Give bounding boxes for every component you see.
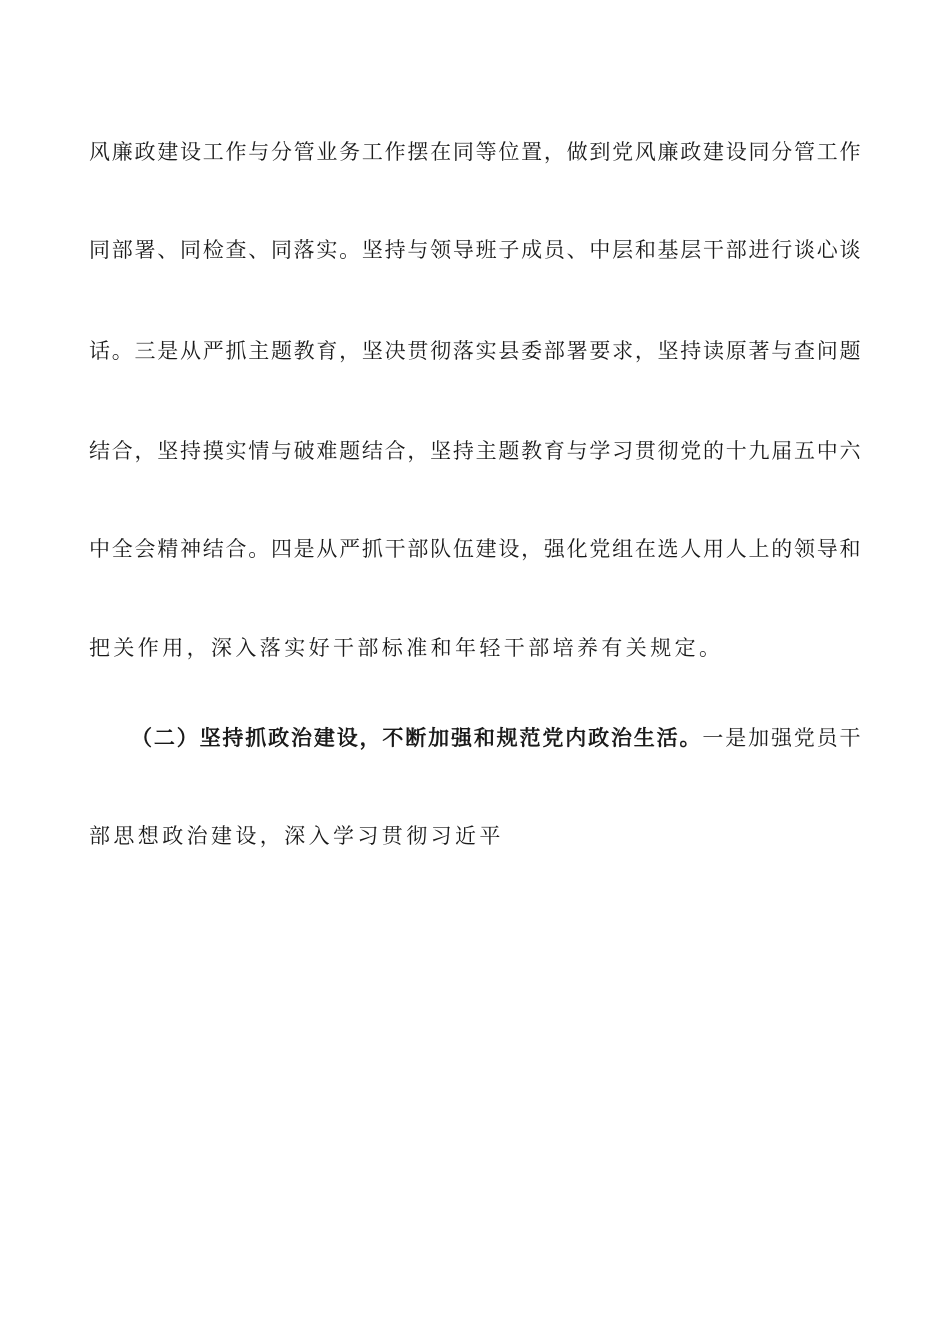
body-text-line: 同部署、同检查、同落实。坚持与领导班子成员、中层和基层干部进行谈心谈 [89,238,861,262]
section-body-text: 一是加强党员干 [702,726,862,750]
body-text-line: 话。三是从严抓主题教育，坚决贯彻落实县委部署要求，坚持读原著与查问题 [89,339,861,363]
section-heading-line [131,722,861,754]
body-text-line: 把关作用，深入落实好干部标准和年轻干部培养有关规定。 [89,636,724,660]
body-text-line: 部思想政治建设，深入学习贯彻习近平 [89,824,504,848]
body-text-line: 中全会精神结合。四是从严抓干部队伍建设，强化党组在选人用人上的领导和 [89,537,861,561]
section-heading: （二）坚持抓政治建设，不断加强和规范党内政治生活。 [131,726,703,750]
body-text-line: 风廉政建设工作与分管业务工作摆在同等位置，做到党风廉政建设同分管工作 [89,140,861,164]
body-text-line: 结合，坚持摸实情与破难题结合，坚持主题教育与学习贯彻党的十九届五中六 [89,439,861,463]
